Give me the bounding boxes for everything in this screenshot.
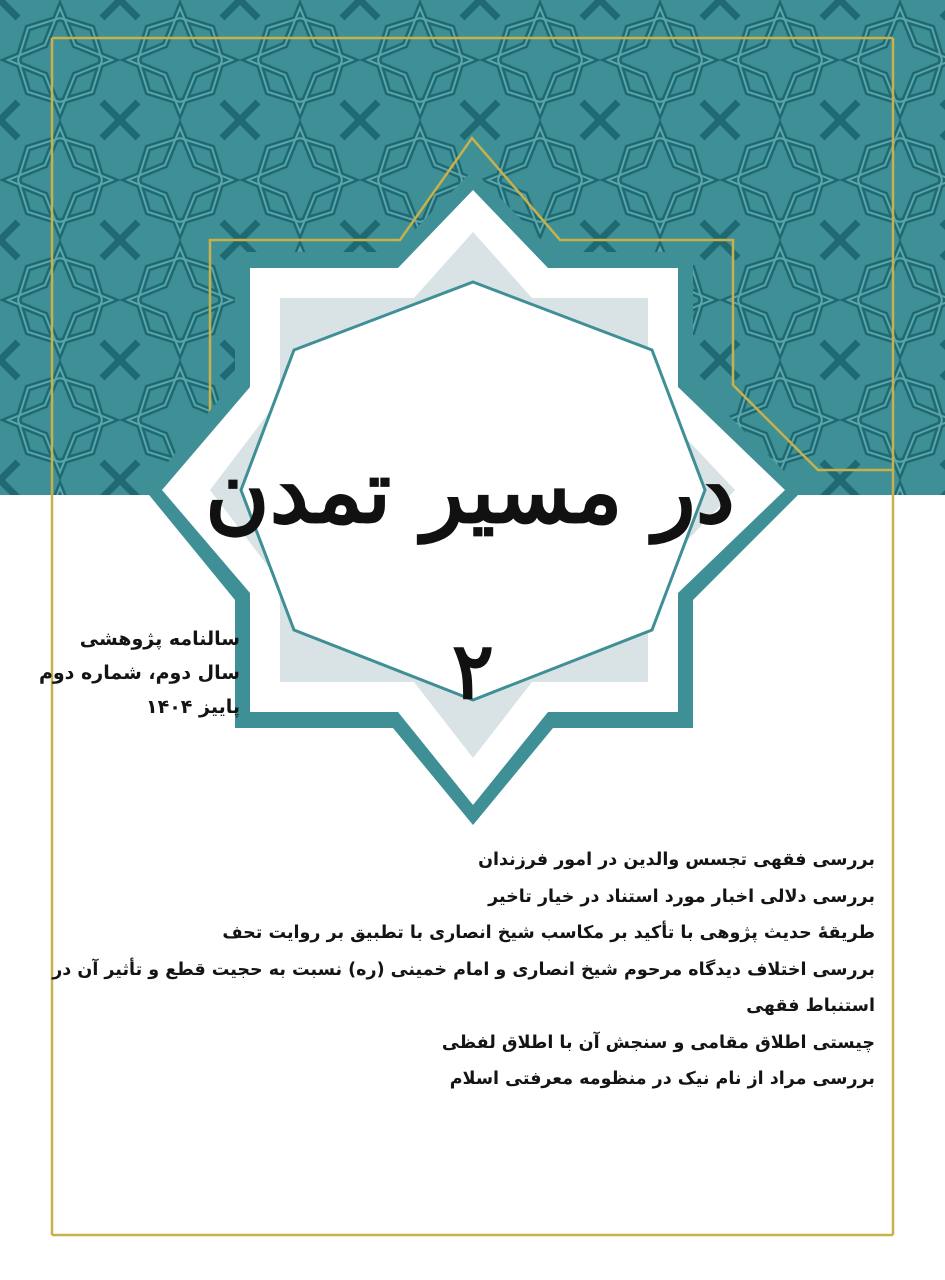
- toc-item: بررسی دلالی اخبار مورد استناد در خیار تاخیر: [488, 886, 875, 907]
- toc-item: چیستی اطلاق مقامی و سنجش آن با اطلاق لفظی: [441, 1032, 875, 1053]
- issue-date: پاییز ۱۴۰۴: [146, 696, 240, 718]
- toc-item: بررسی فقهی تجسس والدین در امور فرزندان: [478, 850, 875, 870]
- issue-volume: سال دوم، شماره دوم: [38, 662, 240, 684]
- table-of-contents: [52, 842, 875, 1098]
- publication-type: سالنامه پژوهشی: [79, 628, 240, 650]
- toc-item: بررسی مراد از نام نیک در منظومه معرفتی اسلام: [449, 1069, 875, 1089]
- cover-title: در مسیر تمدن: [205, 439, 735, 543]
- issue-meta: [40, 622, 240, 724]
- toc-item: طریقهٔ حدیث پژوهی با تأکید بر مکاسب شیخ انصاری با تطبیق بر روایت تحف: [222, 923, 875, 943]
- issue-number: ۲: [452, 626, 494, 717]
- toc-item: استنباط فقهی: [746, 996, 875, 1016]
- toc-item: بررسی اختلاف دیدگاه مرحوم شیخ انصاری و امام خمینی (ره) نسبت به حجیت قطع و تأثیر آن در: [52, 959, 875, 980]
